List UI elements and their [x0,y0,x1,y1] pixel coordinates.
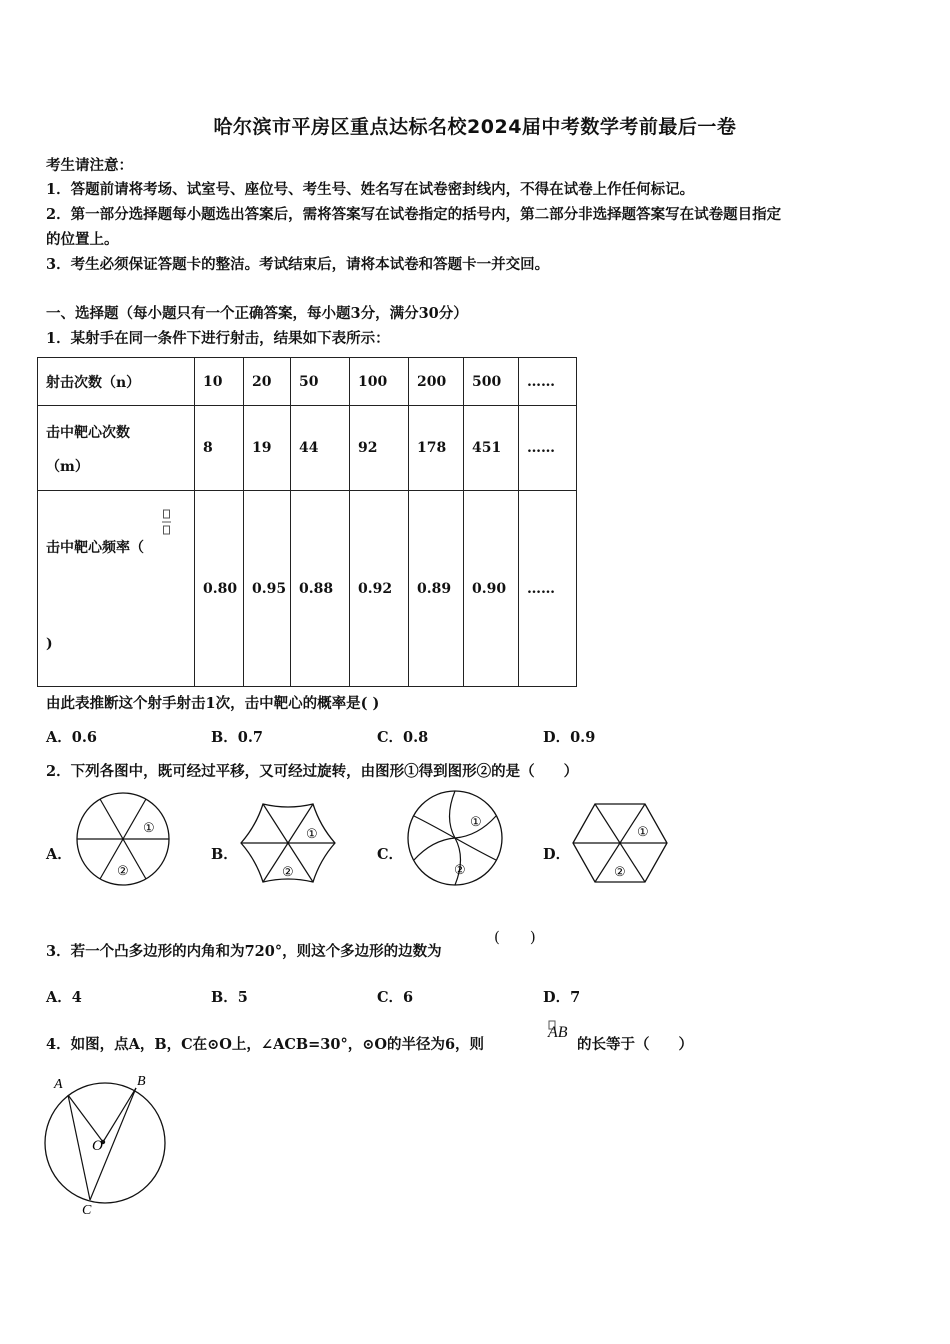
table-cell: 10 [195,358,244,406]
table-row [38,491,577,687]
table-row [38,358,577,406]
row-label-line: ) [46,636,53,652]
notice-item-3: 3．考生必须保证答题卡的整洁。考试结束后，请将本试卷和答题卡一并交回。 [46,256,550,273]
q3-option-d: D．7 [543,989,581,1006]
q3-option-c: C．6 [377,989,414,1006]
table-cell: 8 [195,406,244,491]
table-cell: 50 [291,358,350,406]
q3-option-b: B．5 [211,989,248,1006]
notice-heading: 考生请注意： [46,157,133,174]
figure-b-curved-hexagon [238,798,338,890]
row-label [38,491,195,687]
table-cell: 100 [350,358,409,406]
label-a: A [54,1077,63,1092]
table-cell: …… [519,406,577,491]
table-cell: 0.89 [409,491,464,687]
table-cell: 500 [464,358,519,406]
table-cell: 44 [291,406,350,491]
label-o: O [92,1138,103,1154]
row-label [38,406,195,491]
row-label-line: 击中靶心频率（ [46,540,144,556]
q4-circle-figure [42,1070,172,1216]
arc-ab-label: AB [548,1024,568,1041]
table-cell: 178 [409,406,464,491]
row-label-line: （m） [46,459,89,475]
table-cell: 0.90 [464,491,519,687]
row-label: 射击次数（n） [38,358,195,406]
notice-item-2-cont: 的位置上。 [46,231,119,248]
page-title: 哈尔滨市平房区重点达标名校2024届中考数学考前最后一卷 [213,116,737,138]
notice-item-2: 2．第一部分选择题每小题选出答案后，需将答案写在试卷指定的括号内，第二部分非选择题答案写在试卷题目指定 [46,206,782,223]
q4-stem-b: 的长等于（ ） [577,1036,693,1053]
table-cell: …… [519,358,577,406]
q3-option-a: A．4 [46,989,82,1006]
q1-option-d: D．0.9 [543,729,596,746]
mark-2: ② [454,863,466,878]
q2-option-a: A． [46,846,72,863]
table-cell: 0.92 [350,491,409,687]
table-cell: 20 [244,358,291,406]
q2-option-d: D． [543,846,571,863]
q1-option-b: B．0.7 [211,729,263,746]
mark-1: ① [637,825,649,840]
table-cell: 0.80 [195,491,244,687]
mark-2: ② [282,865,294,880]
q3-paren: ( ) [494,928,536,946]
q1-option-a: A．0.6 [46,729,97,746]
table-cell: 0.88 [291,491,350,687]
section-heading: 一、选择题（每小题只有一个正确答案，每小题3分，满分30分） [46,305,468,322]
mark-2: ② [117,864,129,879]
table-cell: 92 [350,406,409,491]
mark-2: ② [614,865,626,880]
figure-d-hexagon [570,798,670,890]
q1-stem: 1．某射手在同一条件下进行射击，结果如下表所示： [46,330,390,347]
row-label-line: 击中靶心次数 [46,425,130,441]
q1-option-c: C．0.8 [377,729,429,746]
mark-1: ① [470,815,482,830]
table-cell: 19 [244,406,291,491]
table-cell: 0.95 [244,491,291,687]
mark-1: ① [306,827,318,842]
q3-stem: 3．若一个凸多边形的内角和为720°，则这个多边形的边数为 [46,943,442,960]
shooting-table [37,357,577,687]
q2-option-b: B． [211,846,238,863]
fraction-glyph-icon [162,509,172,535]
figure-c-pinwheel-circle [404,788,506,888]
notice-item-1: 1．答题前请将考场、试室号、座位号、考生号、姓名写在试卷密封线内，不得在试卷上作任何标记。 [46,181,695,198]
q1-question: 由此表推断这个射手射击1次，击中靶心的概率是( ) [46,695,380,712]
label-c: C [82,1203,92,1216]
table-cell: 200 [409,358,464,406]
q4-stem-a: 4．如图，点A，B，C在⊙O上，∠ACB=30°，⊙O的半径为6，则 [46,1036,485,1053]
mark-1: ① [143,821,155,836]
table-cell: 451 [464,406,519,491]
figure-a-circle-sectors [72,790,174,888]
table-row [38,406,577,491]
label-b: B [137,1074,146,1089]
table-cell: …… [519,491,577,687]
q2-option-c: C． [377,846,404,863]
q2-stem: 2．下列各图中，既可经过平移，又可经过旋转，由图形①得到图形②的是（ ） [46,763,579,780]
